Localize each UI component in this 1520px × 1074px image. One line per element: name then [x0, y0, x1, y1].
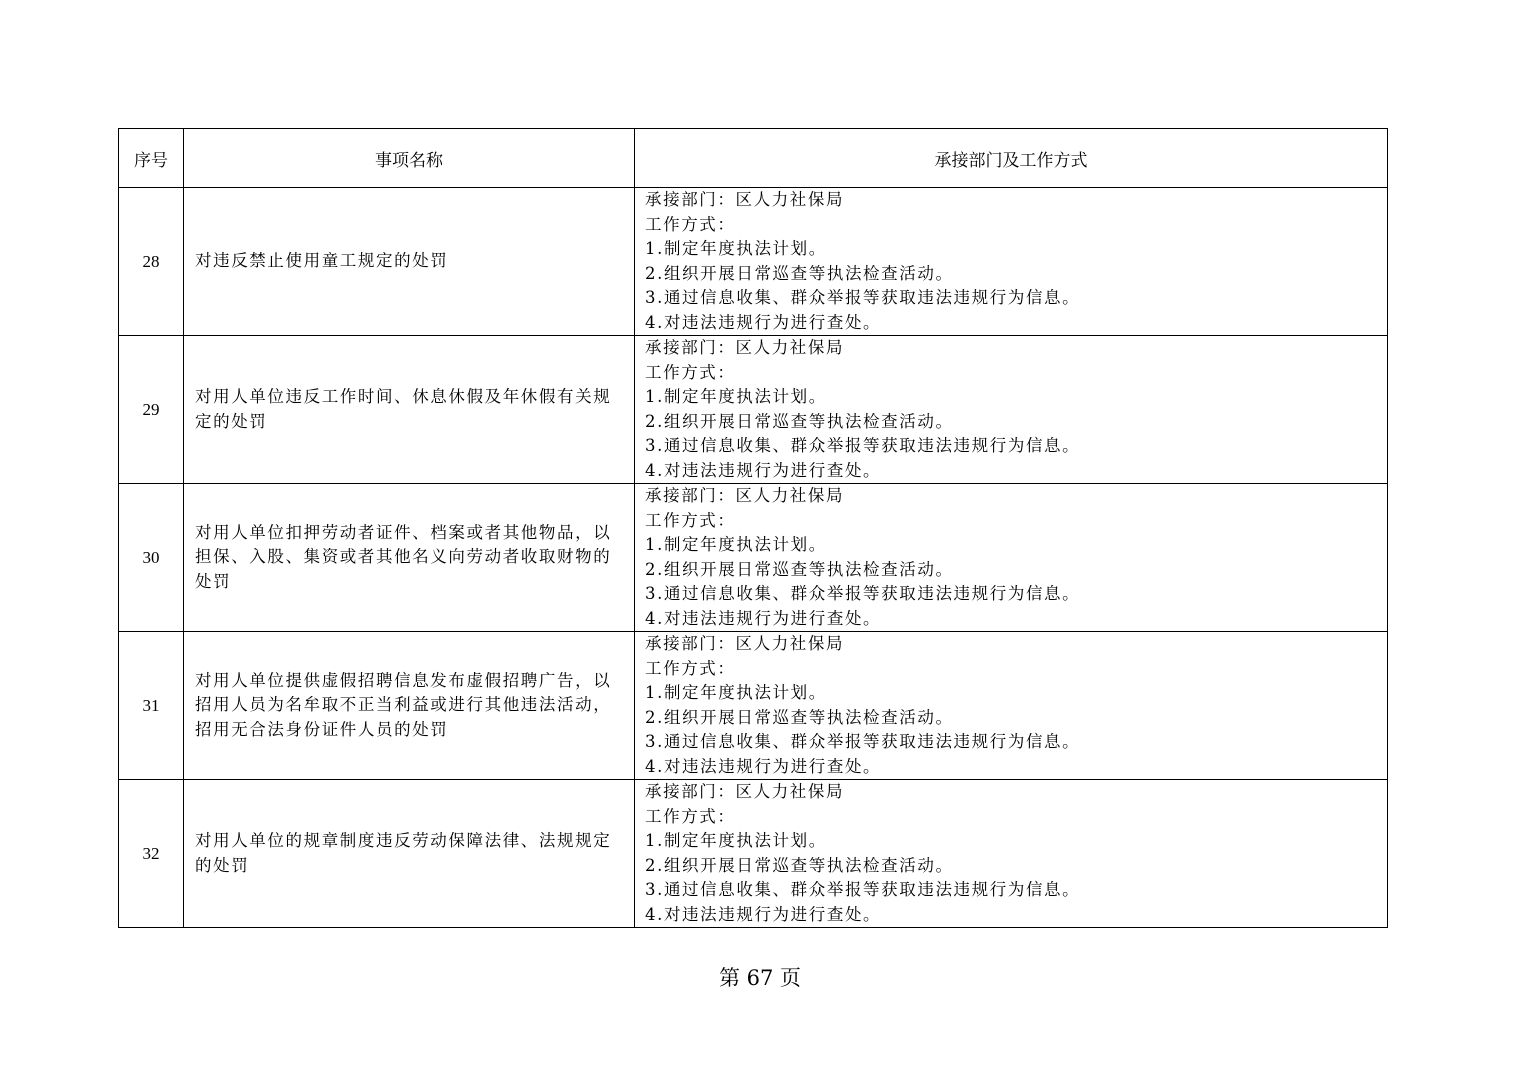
method-step-line: 4.对违法违规行为进行查处。: [645, 608, 882, 628]
row-serial-number: 32: [119, 780, 184, 928]
method-heading-line: 工作方式：: [645, 362, 736, 382]
authority-items-table: [118, 128, 1388, 928]
header-serial-number: 序号: [119, 129, 184, 188]
method-heading-line: 工作方式：: [645, 658, 736, 678]
row-serial-number: 30: [119, 484, 184, 632]
table-row: [119, 188, 1388, 336]
row-serial-number: 31: [119, 632, 184, 780]
table-row: [119, 336, 1388, 484]
method-step-line: 4.对违法违规行为进行查处。: [645, 312, 882, 332]
row-item-name: 对用人单位的规章制度违反劳动保障法律、法规规定的处罚: [184, 780, 635, 928]
method-step-line: 4.对违法违规行为进行查处。: [645, 756, 882, 776]
method-step-line: 4.对违法违规行为进行查处。: [645, 904, 882, 924]
department-line: 承接部门：区人力社保局: [645, 338, 845, 357]
row-department-and-method: [635, 780, 1388, 928]
method-step-line: 2.组织开展日常巡查等执法检查活动。: [645, 411, 954, 431]
method-step-line: 3.通过信息收集、群众举报等获取违法违规行为信息。: [645, 732, 1081, 751]
department-line: 承接部门：区人力社保局: [645, 486, 845, 505]
method-heading-line: 工作方式：: [645, 806, 736, 826]
method-step-line: 1.制定年度执法计划。: [645, 683, 827, 702]
method-heading-line: 工作方式：: [645, 214, 736, 234]
method-step-line: 1.制定年度执法计划。: [645, 239, 827, 258]
method-step-line: 1.制定年度执法计划。: [645, 535, 827, 554]
method-heading-line: 工作方式：: [645, 510, 736, 530]
page-number: 第 67 页: [718, 966, 802, 990]
method-step-line: 3.通过信息收集、群众举报等获取违法违规行为信息。: [645, 288, 1081, 307]
method-step-line: 3.通过信息收集、群众举报等获取违法违规行为信息。: [645, 880, 1081, 899]
method-step-line: 2.组织开展日常巡查等执法检查活动。: [645, 855, 954, 875]
row-item-name: 对违反禁止使用童工规定的处罚: [184, 188, 635, 336]
row-department-and-method: [635, 632, 1388, 780]
header-item-name: 事项名称: [184, 129, 635, 188]
row-serial-number: 29: [119, 336, 184, 484]
row-item-name: 对用人单位扣押劳动者证件、档案或者其他物品，以担保、入股、集资或者其他名义向劳动者收取财物的处罚: [184, 484, 635, 632]
department-line: 承接部门：区人力社保局: [645, 190, 845, 209]
row-serial-number: 28: [119, 188, 184, 336]
method-step-line: 1.制定年度执法计划。: [645, 387, 827, 406]
department-line: 承接部门：区人力社保局: [645, 634, 845, 653]
table-row: [119, 632, 1388, 780]
method-step-line: 2.组织开展日常巡查等执法检查活动。: [645, 707, 954, 727]
row-department-and-method: [635, 336, 1388, 484]
row-department-and-method: [635, 484, 1388, 632]
method-step-line: 1.制定年度执法计划。: [645, 831, 827, 850]
row-item-name: 对用人单位违反工作时间、休息休假及年休假有关规定的处罚: [184, 336, 635, 484]
method-step-line: 2.组织开展日常巡查等执法检查活动。: [645, 559, 954, 579]
table-row: [119, 484, 1388, 632]
header-department-and-method: 承接部门及工作方式: [635, 129, 1388, 188]
table-header-row: [119, 129, 1388, 188]
table-row: [119, 780, 1388, 928]
row-department-and-method: [635, 188, 1388, 336]
method-step-line: 3.通过信息收集、群众举报等获取违法违规行为信息。: [645, 436, 1081, 455]
department-line: 承接部门：区人力社保局: [645, 782, 845, 801]
method-step-line: 2.组织开展日常巡查等执法检查活动。: [645, 263, 954, 283]
method-step-line: 3.通过信息收集、群众举报等获取违法违规行为信息。: [645, 584, 1081, 603]
row-item-name: 对用人单位提供虚假招聘信息发布虚假招聘广告，以招用人员为名牟取不正当利益或进行其他违法活动，招用无合法身份证件人员的处罚: [184, 632, 635, 780]
method-step-line: 4.对违法违规行为进行查处。: [645, 460, 882, 480]
